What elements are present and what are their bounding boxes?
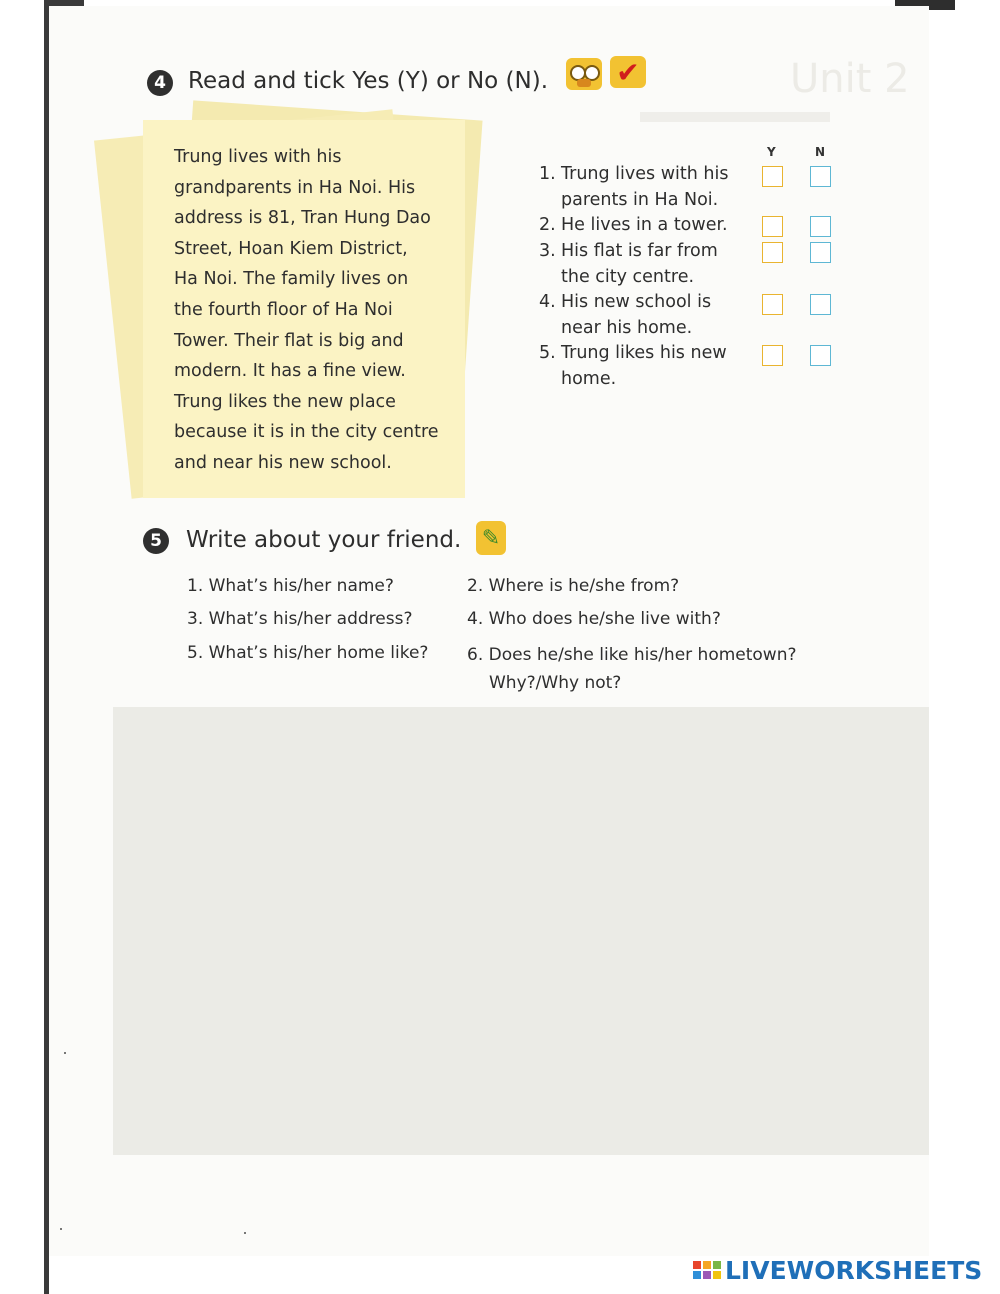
red-tick-icon: ✔ bbox=[610, 56, 646, 88]
section-5-number: 5 bbox=[143, 528, 169, 554]
prompt-5: 5. What’s his/her home like? bbox=[187, 643, 429, 663]
passage-line: and near his new school. bbox=[174, 452, 392, 473]
question-1 bbox=[539, 162, 749, 213]
question-2 bbox=[539, 213, 749, 239]
question-number: 3. bbox=[539, 241, 556, 261]
prompt-1: 1. What’s his/her name? bbox=[187, 576, 394, 596]
no-column-header: N bbox=[815, 145, 826, 159]
q4-no-checkbox[interactable] bbox=[810, 294, 831, 315]
section-4-number: 4 bbox=[147, 70, 173, 96]
passage-line: Tower. Their flat is big and bbox=[174, 330, 404, 351]
question-text: His new school is bbox=[561, 292, 712, 312]
scan-speck bbox=[60, 1228, 62, 1230]
question-text: near his home. bbox=[561, 317, 693, 338]
q2-no-checkbox[interactable] bbox=[810, 216, 831, 237]
passage-line: because it is in the city centre bbox=[174, 422, 439, 443]
passage-line: the fourth floor of Ha Noi bbox=[174, 299, 393, 320]
logo-grid-icon bbox=[693, 1261, 721, 1279]
q5-no-checkbox[interactable] bbox=[810, 345, 831, 366]
question-text: Trung likes his new bbox=[561, 343, 727, 363]
prompt-6: 6. Does he/she like his/her hometown? bbox=[467, 645, 797, 665]
q1-yes-checkbox[interactable] bbox=[762, 166, 783, 187]
reading-passage bbox=[174, 142, 454, 479]
question-number: 5. bbox=[539, 343, 556, 363]
pencil-icon: ✎ bbox=[476, 521, 506, 555]
passage-line: address is 81, Tran Hung Dao bbox=[174, 208, 431, 229]
passage-line: grandparents in Ha Noi. His bbox=[174, 177, 416, 198]
passage-line: Trung lives with his bbox=[174, 147, 342, 167]
q3-yes-checkbox[interactable] bbox=[762, 242, 783, 263]
prompt-2: 2. Where is he/she from? bbox=[467, 576, 680, 596]
passage-line: Street, Hoan Kiem District, bbox=[174, 238, 408, 259]
q3-no-checkbox[interactable] bbox=[810, 242, 831, 263]
question-number: 2. bbox=[539, 215, 556, 235]
background-show-through: Unit 2 bbox=[790, 56, 910, 102]
section-5-title: Write about your friend. bbox=[186, 527, 462, 553]
prompt-3: 3. What’s his/her address? bbox=[187, 609, 413, 629]
passage-line: Ha Noi. The family lives on bbox=[174, 269, 409, 290]
scan-speck bbox=[64, 1052, 66, 1054]
q4-yes-checkbox[interactable] bbox=[762, 294, 783, 315]
liveworksheets-logo bbox=[693, 1255, 982, 1285]
section-4-title: Read and tick Yes (Y) or No (N). bbox=[188, 68, 549, 94]
question-text: the city centre. bbox=[561, 266, 695, 287]
q1-no-checkbox[interactable] bbox=[810, 166, 831, 187]
writing-answer-field[interactable] bbox=[113, 707, 929, 1155]
question-text: Trung lives with his bbox=[561, 164, 729, 184]
question-number: 4. bbox=[539, 292, 556, 312]
question-text: home. bbox=[561, 368, 617, 389]
question-5 bbox=[539, 341, 749, 392]
passage-line: Trung likes the new place bbox=[174, 391, 396, 412]
q2-yes-checkbox[interactable] bbox=[762, 216, 783, 237]
question-text: parents in Ha Noi. bbox=[561, 189, 719, 210]
logo-text: LIVEWORKSHEETS bbox=[725, 1255, 983, 1285]
question-number: 1. bbox=[539, 164, 556, 184]
question-4 bbox=[539, 290, 749, 341]
question-text: He lives in a tower. bbox=[561, 215, 728, 235]
owl-reading-icon bbox=[566, 58, 602, 90]
question-3 bbox=[539, 239, 749, 290]
question-text: His flat is far from bbox=[561, 241, 718, 261]
q5-yes-checkbox[interactable] bbox=[762, 345, 783, 366]
scan-speck bbox=[244, 1232, 246, 1234]
prompt-6-continued: Why?/Why not? bbox=[489, 673, 622, 693]
yes-column-header: Y bbox=[767, 145, 776, 159]
prompt-4: 4. Who does he/she live with? bbox=[467, 609, 721, 629]
passage-line: modern. It has a fine view. bbox=[174, 361, 406, 382]
background-show-through-bar bbox=[640, 112, 830, 122]
